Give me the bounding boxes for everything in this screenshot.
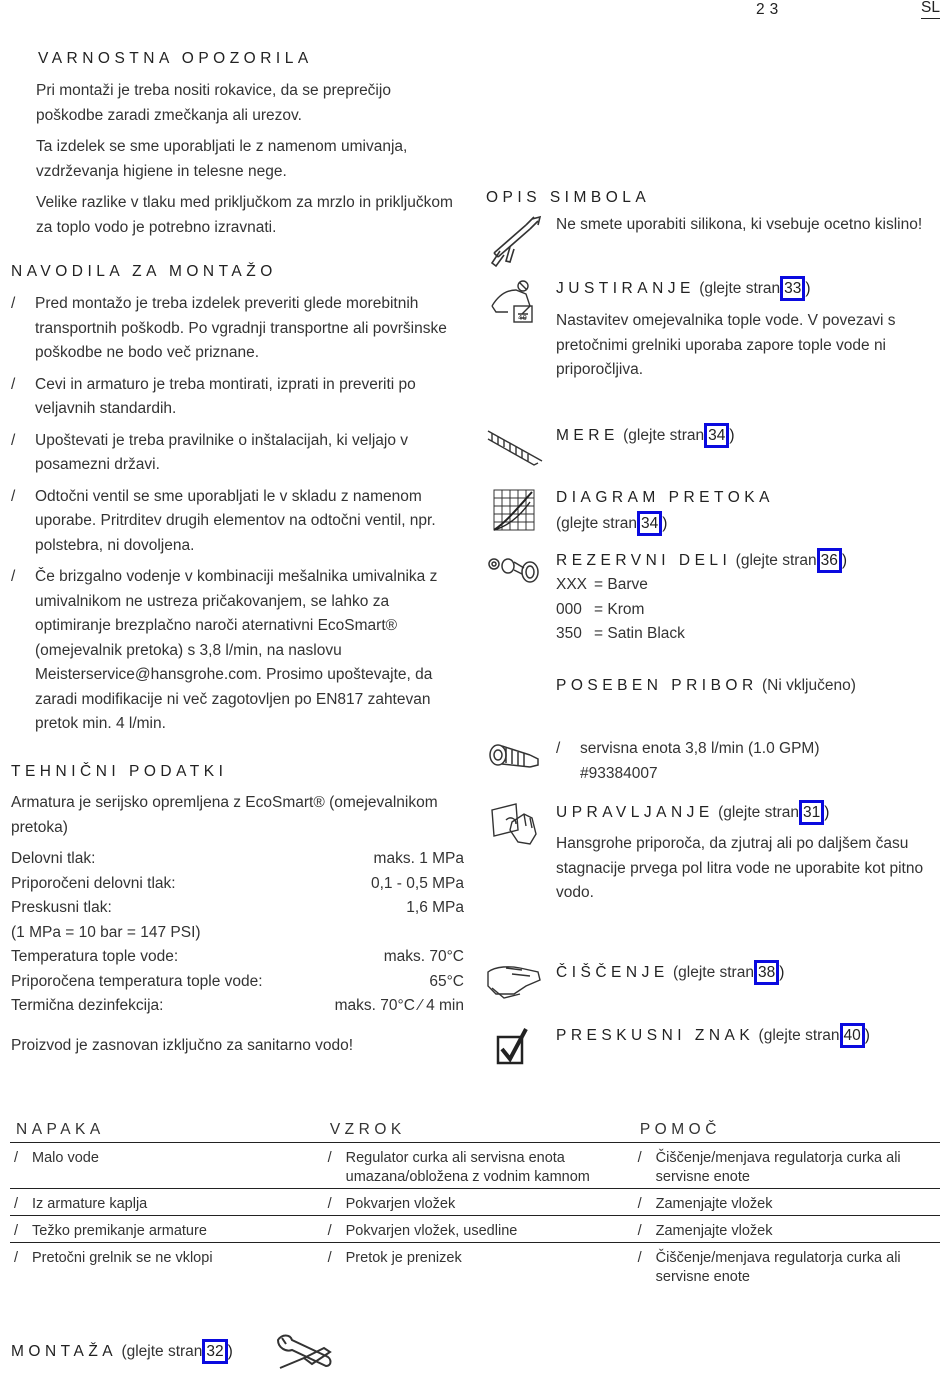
adjust-title: JUSTIRANJE (556, 280, 695, 297)
operation-hand-icon (486, 800, 546, 860)
safety-paragraph: Ta izdelek se sme uporabljati le z namenom umivanja, vzdrževanja higiene in telesne nege. (36, 138, 408, 180)
tech-table (11, 847, 464, 1019)
test-page-link[interactable]: 40 (840, 1023, 865, 1048)
flow-diagram-icon (486, 486, 546, 546)
dims-title: MERE (556, 427, 619, 444)
table-row: / Pretočni grelnik se ne vklopi / Pretok je prenizek / Čiščenje/menjava regulatorja curka ali servisne enote (14, 1250, 901, 1285)
safety-paragraph: Velike razlike v tlaku med priključkom za mrzlo in priključkom za toplo vodo je potrebno izravnati. (36, 194, 453, 236)
operate-page-link[interactable]: 31 (799, 800, 824, 825)
adjust-icon (486, 276, 546, 336)
header-fault: NAPAKA (16, 1121, 105, 1138)
cleaning-hand-icon (486, 960, 546, 1020)
safety-title: VARNOSTNA OPOZORILA (38, 50, 313, 67)
table-row: / Težko premikanje armature / Pokvarjen vložek, usedline / Zamenjajte vložek (10, 1216, 940, 1243)
test-title: PRESKUSNI ZNAK (556, 1027, 755, 1044)
dims-page-link[interactable]: 34 (704, 423, 729, 448)
color-item: 000 = Krom (556, 600, 645, 618)
accessory-title: POSEBEN PRIBOR (556, 677, 758, 694)
accessory-item-number: #93384007 (580, 764, 658, 782)
operate-text: Hansgrohe priporoča, da zjutraj ali po daljšem času stagnacije prvega pol litra vode ne uporabite kot pitno vodo. (556, 835, 924, 901)
safety-section (36, 79, 461, 247)
tech-row: Termična dezinfekcija: maks. 70°C ⁄ 4 min (11, 997, 464, 1014)
svg-text:40: 40 (518, 314, 527, 322)
tech-row: Delovni tlak: maks. 1 MPa (11, 850, 464, 867)
clean-title: ČIŠČENJE (556, 964, 669, 981)
troubleshooting-table (10, 1120, 940, 1288)
list-item: / Če brizgalno vodenje v kombinaciji mešalnika umivalnika z umivalnikom ne ustreza pričakovanjem, se lahko za optimiranje brezplačno naroči aternativni EcoSmart® (omejevalnik pretoka) s 3,8 l/min, na naslovu Meisterservice@hansgrohe.com. Prosimo upoštevajte, da zaradi modifikacije ni več zagotovljen po EN817 zahtevan pretok min. 4 l/min. (11, 568, 438, 732)
dims-heading: MERE (glejte stran 34 ) (556, 423, 941, 449)
ruler-icon (486, 425, 546, 485)
accessory-heading: POSEBEN PRIBOR (Ni vključeno) (556, 677, 856, 694)
color-item: XXX = Barve (556, 576, 648, 593)
table-row: / Iz armature kaplja / Pokvarjen vložek / Zamenjajte vložek (10, 1189, 940, 1216)
tech-row: Priporočena temperatura tople vode: 65°C (11, 972, 464, 990)
list-item: / Upoštevati je treba pravilnike o inštalacijah, ki veljajo v posamezni državi. (11, 431, 409, 473)
mount-title: MONTAŽA (11, 1343, 118, 1360)
tech-note: Proizvod je zasnovan izključno za sanitarno vodo! (11, 1037, 354, 1054)
tech-row: Priporočeni delovni tlak: 0,1 - 0,5 MPa (11, 874, 464, 892)
adjust-page-link[interactable]: 33 (780, 276, 805, 301)
symbols-title: OPIS SIMBOLA (486, 189, 651, 206)
tech-row: Temperatura tople vode: maks. 70°C (11, 948, 464, 965)
flow-heading: DIAGRAM PRETOKA (glejte stran 34 ) (556, 486, 941, 536)
clean-page-link[interactable]: 38 (754, 960, 779, 985)
operate-heading: UPRAVLJANJE (glejte stran 31 ) (556, 800, 941, 826)
spare-page-link[interactable]: 36 (817, 548, 842, 573)
color-item: 350 = Satin Black (556, 625, 685, 642)
adjust-text: Nastavitev omejevalnika tople vode. V povezavi s pretočnimi grelniki uporaba zapore tople vode ni priporočljiva. (556, 312, 896, 378)
tech-title: TEHNIČNI PODATKI (11, 763, 228, 780)
silicone-text: Ne smete uporabiti silikona, ki vsebuje ocetno kislino! (556, 216, 923, 233)
flow-title: DIAGRAM PRETOKA (556, 489, 774, 506)
install-title: NAVODILA ZA MONTAŽO (11, 263, 277, 280)
wrench-screwdriver-icon (274, 1332, 334, 1374)
language-code: SL (921, 0, 940, 19)
operate-title: UPRAVLJANJE (556, 804, 714, 821)
header-remedy: POMOČ (639, 1121, 721, 1138)
color-list (556, 573, 856, 647)
install-list (11, 292, 463, 744)
accessory-text: / servisna enota 3,8 l/min (1.0 GPM) #93384007 (556, 737, 940, 786)
safety-paragraph: Pri montaži je treba nositi rokavice, da se preprečijo poškodbe zaradi zmečkanja ali urezov. (36, 82, 391, 124)
spare-title: REZERVNI DELI (556, 552, 732, 569)
spare-parts-icon (486, 550, 546, 610)
spare-heading: REZERVNI DELI (glejte stran 36 ) (556, 548, 941, 574)
page-number: 23 (756, 1, 784, 18)
flow-page-link[interactable]: 34 (637, 511, 662, 536)
header-cause: VZROK (329, 1121, 406, 1138)
clean-heading: ČIŠČENJE (glejte stran 38 ) (556, 960, 941, 986)
table-header (10, 1120, 940, 1143)
mount-heading: MONTAŽA (glejte stran 32 ) (11, 1339, 233, 1365)
caulk-gun-icon (486, 213, 546, 273)
service-unit-icon (486, 737, 546, 797)
tech-intro: Armatura je serijsko opremljena z EcoSmart® (omejevalnikom pretoka) (11, 794, 438, 836)
list-item: / Cevi in armaturo je treba montirati, izprati in preveriti po veljavnih standardih. (11, 375, 416, 417)
list-item: / Pred montažo je treba izdelek preveriti glede morebitnih transportnih poškodb. Po vgradnji transportne ali površinske poškodbe ne bodo več priznane. (11, 295, 447, 361)
mount-page-link[interactable]: 32 (202, 1339, 227, 1364)
tech-row: (1 MPa = 10 bar = 147 PSI) (11, 923, 201, 941)
table-row: / Malo vode / Regulator curka ali servisna enota umazana/obložena z vodnim kamnom / Čiščenje/menjava regulatorja curka ali servisne enote (10, 1143, 940, 1189)
list-item: / Odtočni ventil se sme uporabljati le v skladu z namenom uporabe. Pritrditev drugih elementov na odtočni ventil, npr. polstebra, ni dovoljena. (11, 487, 436, 554)
tech-row: Preskusni tlak: 1,6 MPa (11, 899, 464, 916)
test-heading: PRESKUSNI ZNAK (glejte stran 40 ) (556, 1023, 941, 1049)
accessory-item-name: servisna enota 3,8 l/min (1.0 GPM) (580, 740, 820, 757)
checkbox-check-icon (486, 1023, 546, 1083)
adjust-heading: JUSTIRANJE (glejte stran 33 ) (556, 276, 941, 302)
